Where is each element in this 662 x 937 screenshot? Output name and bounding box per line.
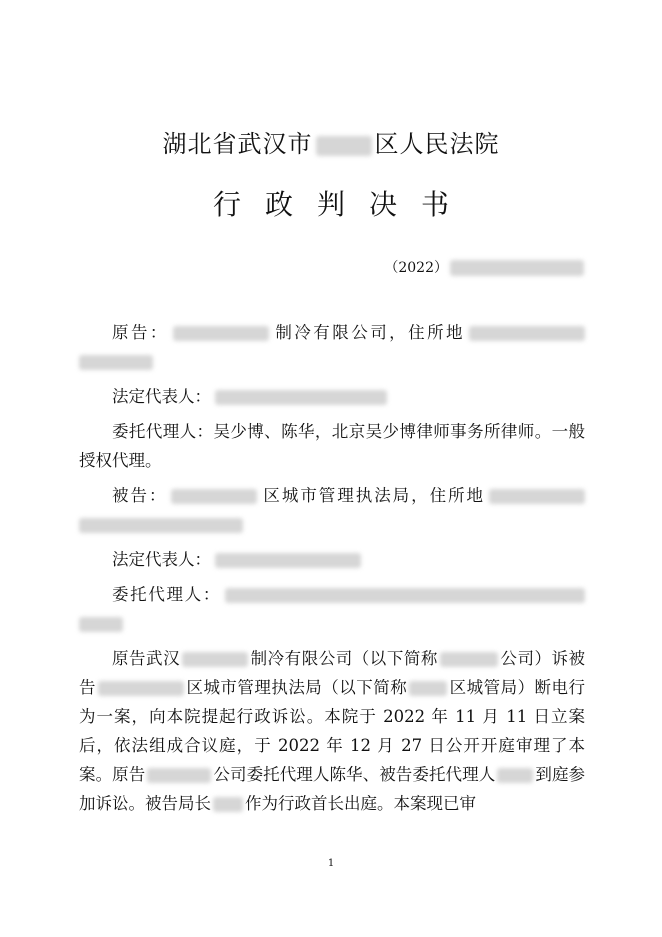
defendant-agent-label: 委托代理人： <box>112 585 221 604</box>
summary-part-1: 原告武汉 <box>112 649 181 668</box>
redacted-case-number <box>450 260 584 276</box>
summary-part-8: 作为行政首长出庭。本案现已审 <box>245 794 476 813</box>
redacted-defendant-agent-2 <box>497 768 533 783</box>
plaintiff-name: 制冷有限公司，住所地 <box>272 323 466 342</box>
plaintiff-agent-text: 吴少博、陈华，北京吴少博律师事务所律师。一般授权代理。 <box>79 422 586 470</box>
plaintiff-paragraph <box>79 318 585 376</box>
summary-part-3: 公司）诉被告 <box>79 649 586 697</box>
summary-part-5: 区城管局）断电行为一案，向本院提起行政诉讼。本院于 2022 年 11 月 11 日立案后，依法组成合议庭，于 2022 年 12 月 27 日公开开庭审理了本案。原告 <box>79 678 586 784</box>
redacted-district <box>316 136 372 156</box>
redacted-plaintiff-rep <box>215 390 387 405</box>
page-number: 1 <box>327 858 335 869</box>
redacted-defendant-address-cont <box>79 518 243 533</box>
redacted-plaintiff-address <box>469 326 585 341</box>
redacted-defendant-rep <box>215 553 361 568</box>
plaintiff-label: 原告： <box>112 323 169 342</box>
redacted-defendant-agent <box>225 588 585 603</box>
case-number <box>384 256 584 280</box>
redacted-defendant-agent-cont <box>79 617 123 632</box>
plaintiff-agent-label: 委托代理人： <box>112 422 214 441</box>
redacted-plaintiff-short-2 <box>147 768 211 783</box>
redacted-defendant-address <box>489 489 585 504</box>
redacted-plaintiff-address-cont <box>79 355 153 370</box>
redacted-director-name <box>213 797 243 812</box>
redacted-defendant-short <box>409 681 447 696</box>
redacted-plaintiff-name-2 <box>182 652 248 667</box>
redacted-defendant <box>171 489 257 504</box>
defendant-paragraph <box>79 481 585 539</box>
summary-part-4: 区城市管理执法局（以下简称 <box>185 678 408 697</box>
redacted-defendant-name-2 <box>98 681 184 696</box>
plaintiff-rep-label: 法定代表人： <box>112 387 211 406</box>
court-name-part-1: 湖北省武汉市 <box>162 130 313 158</box>
redacted-plaintiff-short <box>440 652 498 667</box>
defendant-rep-paragraph <box>79 545 585 574</box>
plaintiff-agent-paragraph <box>79 417 585 475</box>
redacted-plaintiff <box>173 326 269 341</box>
summary-part-2: 制冷有限公司（以下简称 <box>250 649 438 668</box>
document-title: 行政判决书 <box>212 188 473 221</box>
plaintiff-rep-paragraph <box>79 382 585 411</box>
defendant-label: 被告： <box>112 486 168 505</box>
defendant-name: 区城市管理执法局，住所地 <box>261 486 485 505</box>
summary-part-6: 公司委托代理人陈华、被告委托代理人 <box>213 765 496 784</box>
judgment-body <box>79 318 585 818</box>
case-number-prefix: （2022） <box>384 260 448 276</box>
court-name <box>0 128 662 160</box>
court-name-part-2: 区人民法院 <box>374 130 500 158</box>
defendant-agent-paragraph <box>79 580 585 638</box>
defendant-rep-label: 法定代表人： <box>112 550 211 569</box>
summary-part-7: 到庭参加诉讼。被告局长 <box>79 765 586 813</box>
case-summary-paragraph <box>79 644 585 818</box>
